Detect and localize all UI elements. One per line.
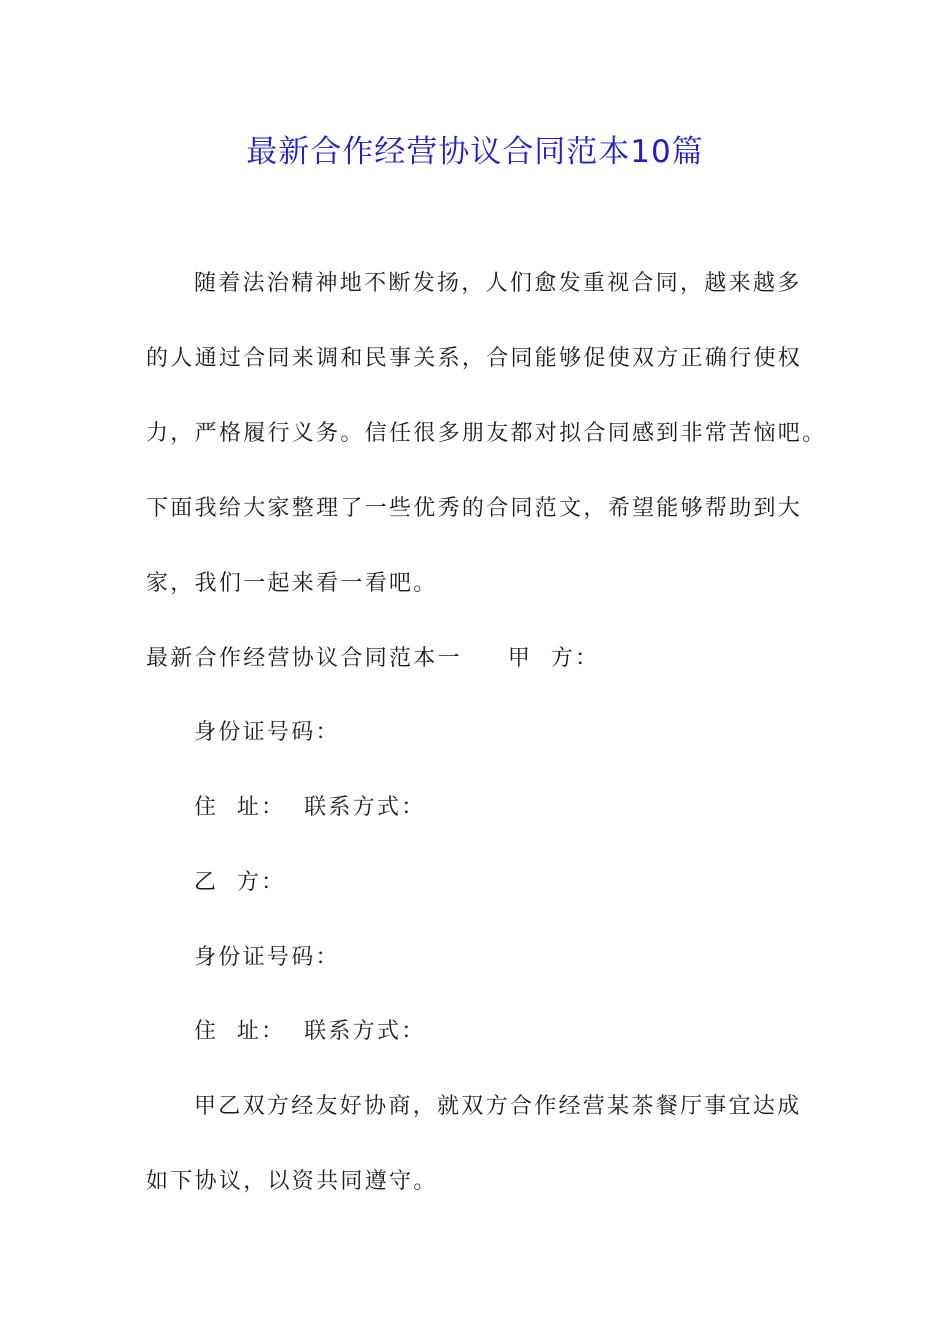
party-a-address-contact: 住 址： 联系方式： — [194, 795, 426, 820]
document-title: 最新合作经营协议合同范本10篇 — [246, 134, 704, 170]
party-a-label: 甲 方： — [507, 646, 600, 671]
intro-line-5: 家，我们一起来看一看吧。 — [146, 571, 438, 596]
section-heading-row — [146, 643, 810, 675]
agreement-line-1: 甲乙双方经友好协商，就双方合作经营某茶餐厅事宜达成 — [194, 1094, 802, 1119]
section-heading: 最新合作经营协议合同范本一 — [146, 646, 462, 671]
party-b-label: 乙 方： — [194, 870, 286, 895]
intro-line-4: 下面我给大家整理了一些优秀的合同范文，希望能够帮助到大 — [146, 496, 803, 521]
party-b-address-contact: 住 址： 联系方式： — [194, 1019, 426, 1044]
party-b-id-number: 身份证号码： — [194, 945, 340, 970]
intro-line-1: 随着法治精神地不断发扬，人们愈发重视合同，越来越多 — [194, 271, 802, 296]
intro-line-3: 力，严格履行义务。信任很多朋友都对拟合同感到非常苦恼吧。 — [146, 421, 827, 446]
agreement-line-2: 如下协议，以资共同遵守。 — [146, 1169, 438, 1194]
party-a-id-number: 身份证号码： — [194, 720, 340, 745]
intro-line-2: 的人通过合同来调和民事关系，合同能够促使双方正确行使权 — [146, 346, 803, 371]
